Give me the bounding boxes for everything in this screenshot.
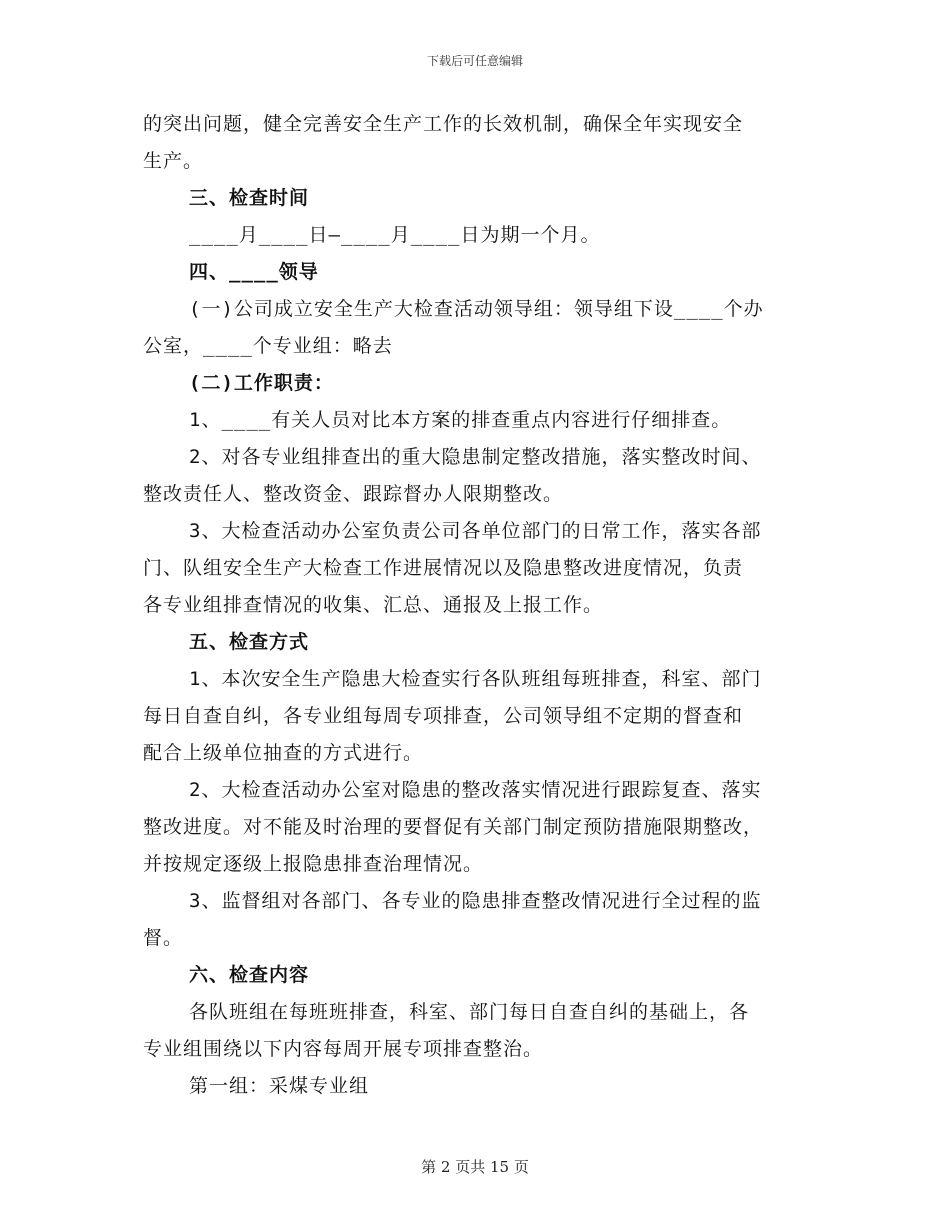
text-line: 2、大检查活动办公室对隐患的整改落实情况进行跟踪复查、落实: [189, 779, 762, 801]
text-line: (一)公司成立安全生产大检查活动领导组：领导组下设____个办: [189, 298, 764, 320]
text-line: 各队班组在每班班排查，科室、部门每日自查自纠的基础上，各: [189, 1001, 750, 1023]
text-line: 专业组围绕以下内容每周开展专项排查整治。: [143, 1038, 544, 1060]
text-line: 整改进度。对不能及时治理的要督促有关部门制定预防措施限期整改，: [143, 816, 764, 838]
text-line: 1、本次安全生产隐患大检查实行各队班组每班排查，科室、部门: [189, 668, 762, 690]
section-heading: (二)工作职责：: [189, 372, 334, 394]
text-line: 1、____有关人员对比本方案的排查重点内容进行仔细排查。: [189, 409, 732, 431]
text-line: 每日自查自纠，各专业组每周专项排查，公司领导组不定期的督查和: [143, 705, 744, 727]
text-line: 3、监督组对各部门、各专业的隐患排查整改情况进行全过程的监: [189, 890, 762, 912]
text-line: ____月____日—____月____日为期一个月。: [189, 224, 601, 246]
text-line: 的突出问题，健全完善安全生产工作的长效机制，确保全年实现安全: [143, 113, 744, 135]
text-line: 整改责任人、整改资金、跟踪督办人限期整改。: [143, 483, 564, 505]
text-line: 第一组：采煤专业组: [189, 1075, 370, 1097]
page-header: 下载后可任意编辑: [426, 54, 523, 68]
text-line: 督。: [143, 927, 184, 949]
text-line: 并按规定逐级上报隐患排查治理情况。: [143, 853, 484, 875]
text-line: 生产。: [143, 150, 204, 172]
section-heading: 六、检查内容: [189, 964, 310, 986]
text-line: 3、大检查活动办公室负责公司各单位部门的日常工作，落实各部: [189, 520, 762, 542]
text-line: 配合上级单位抽查的方式进行。: [143, 742, 424, 764]
text-line: 公室，____个专业组：略去: [143, 335, 393, 357]
text-line: 2、对各专业组排查出的重大隐患制定整改措施，落实整改时间、: [189, 446, 762, 468]
section-heading: 五、检查方式: [189, 631, 310, 653]
text-line: 各专业组排查情况的收集、汇总、通报及上报工作。: [143, 594, 604, 616]
section-heading: 三、检查时间: [189, 187, 310, 209]
text-line: 门、队组安全生产大检查工作进展情况以及隐患整改进度情况，负责: [143, 557, 744, 579]
section-heading: 四、____领导: [189, 261, 319, 283]
page-footer: 第 2 页共 15 页: [421, 1158, 529, 1176]
document-body: [143, 106, 809, 1105]
